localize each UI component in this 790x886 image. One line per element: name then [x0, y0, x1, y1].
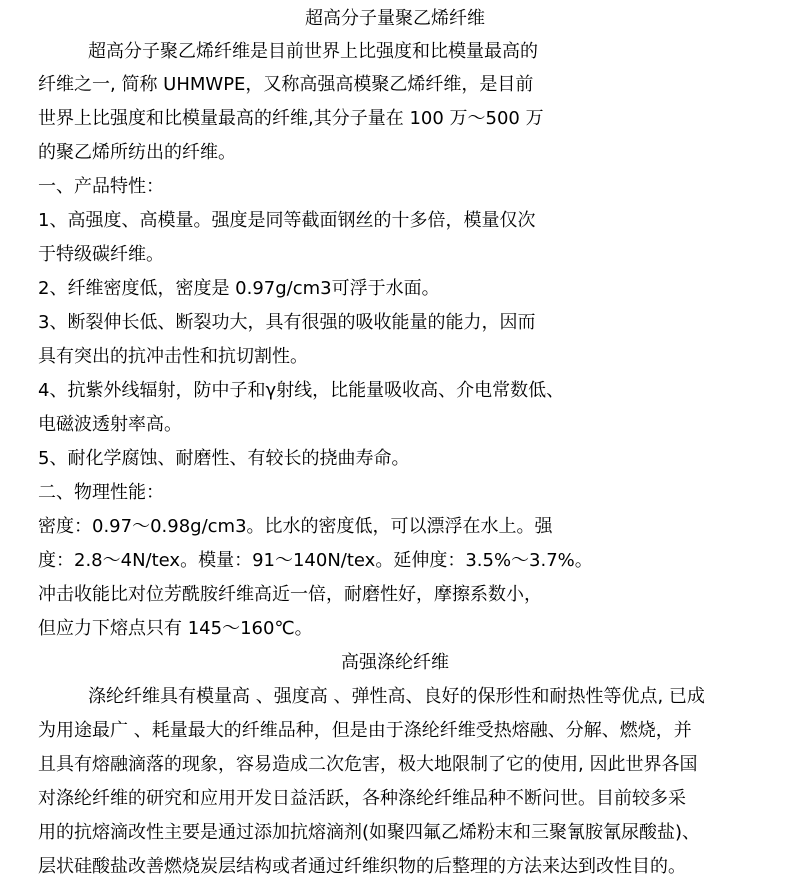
intro-line-1: 超高分子聚乙烯纤维是目前世界上比强度和比模量最高的	[88, 41, 538, 62]
physical-line-4: 但应力下熔点只有 145～160℃。	[38, 618, 313, 639]
intro-line-4: 的聚乙烯所纺出的纤维。	[38, 142, 236, 163]
features-heading: 一、产品特性：	[38, 176, 164, 197]
physical-line-1: 密度：0.97～0.98g/cm3。比水的密度低，可以漂浮在水上。强	[38, 516, 553, 537]
intro-line-3: 世界上比强度和比模量最高的纤维,其分子量在 100 万～500 万	[38, 108, 544, 129]
polyester-line-5: 用的抗熔滴改性主要是通过添加抗熔滴剂(如聚四氟乙烯粉末和三聚氰胺氰尿酸盐)、	[38, 822, 701, 843]
physical-heading: 二、物理性能：	[38, 482, 164, 503]
physical-line-3: 冲击收能比对位芳酰胺纤维高近一倍，耐磨性好，摩擦系数小，	[38, 584, 542, 605]
feature-line-7: 电磁波透射率高。	[38, 414, 182, 435]
polyester-line-6: 层状硅酸盐改善燃烧炭层结构或者通过纤维织物的后整理的方法来达到改性目的。	[38, 856, 686, 877]
feature-line-1: 1、高强度、高模量。强度是同等截面钢丝的十多倍，模量仅次	[38, 210, 536, 231]
section-title-polyester: 高强涤纶纤维	[341, 652, 449, 673]
feature-line-3: 2、纤维密度低，密度是 0.97g/cm3可浮于水面。	[38, 278, 440, 299]
intro-line-2: 纤维之一, 简称 UHMWPE，又称高强高模聚乙烯纤维，是目前	[38, 74, 534, 95]
feature-line-4: 3、断裂伸长低、断裂功大，具有很强的吸收能量的能力，因而	[38, 312, 536, 333]
polyester-line-4: 对涤纶纤维的研究和应用开发日益活跃，各种涤纶纤维品种不断问世。目前较多采	[38, 788, 686, 809]
section-title-uhmwpe: 超高分子量聚乙烯纤维	[305, 8, 485, 29]
polyester-line-3: 且具有熔融滴落的现象，容易造成二次危害，极大地限制了它的使用, 因此世界各国	[38, 754, 698, 775]
feature-line-5: 具有突出的抗冲击性和抗切割性。	[38, 346, 308, 367]
feature-line-2: 于特级碳纤维。	[38, 244, 164, 265]
polyester-line-2: 为用途最广 、耗量最大的纤维品种，但是由于涤纶纤维受热熔融、分解、燃烧，并	[38, 720, 692, 741]
physical-line-2: 度：2.8～4N/tex。模量：91～140N/tex。延伸度：3.5%～3.7%。	[38, 550, 593, 571]
polyester-line-1: 涤纶纤维具有模量高 、强度高 、弹性高、良好的保形性和耐热性等优点, 已成	[88, 686, 705, 707]
feature-line-6: 4、抗紫外线辐射，防中子和γ射线，比能量吸收高、介电常数低、	[38, 380, 565, 401]
feature-line-8: 5、耐化学腐蚀、耐磨性、有较长的挠曲寿命。	[38, 448, 410, 469]
